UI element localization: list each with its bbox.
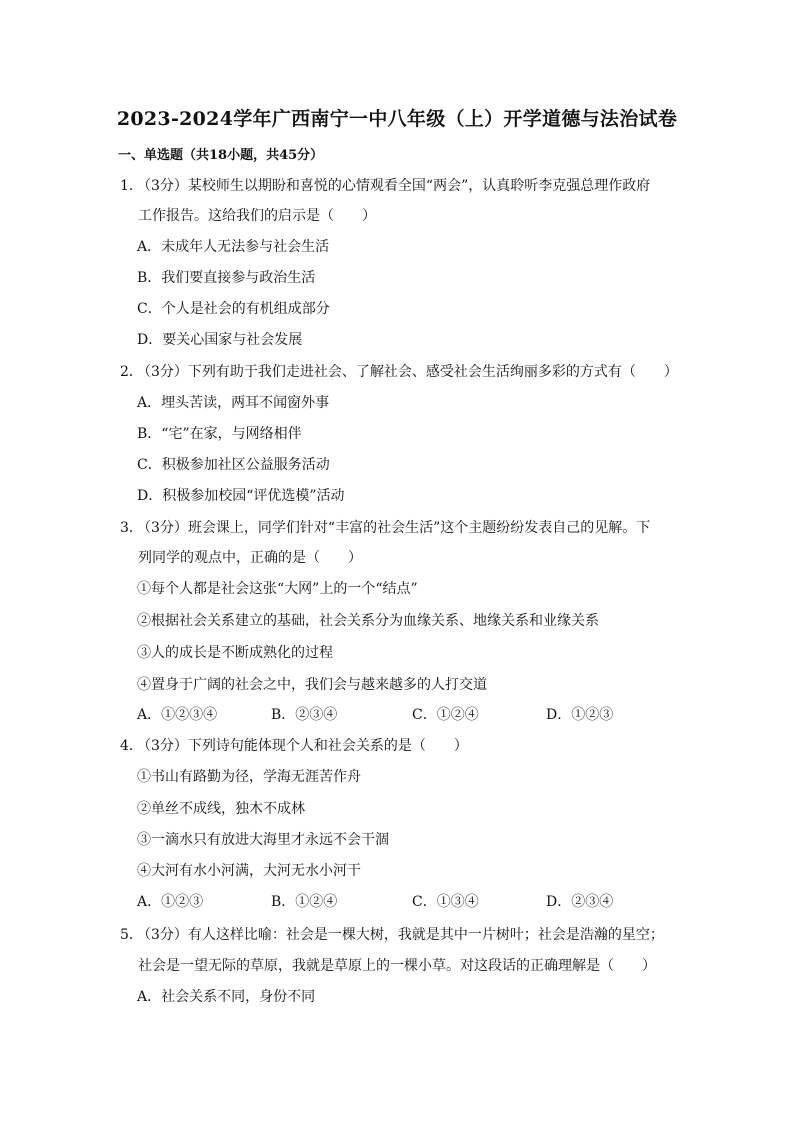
statement-item: ①书山有路勤为径，学海无涯苦作舟 (137, 769, 361, 785)
question-number: 5． (120, 927, 143, 943)
question-number: 2． (120, 364, 143, 380)
choice-option: C．①②④ (412, 707, 479, 723)
choice-option: B．②③④ (271, 707, 338, 723)
statement-item: ①每个人都是社会这张“大网”上的一个“结点” (137, 581, 418, 597)
answer-option: A．未成年人无法参与社会生活 (137, 239, 330, 255)
question-number: 1． (120, 178, 143, 194)
question-number: 3． (120, 520, 143, 536)
answer-option: C．积极参加社区公益服务活动 (137, 457, 330, 473)
answer-option: B．我们要直接参与政治生活 (137, 270, 316, 286)
answer-option: C．个人是社会的有机组成部分 (137, 301, 330, 317)
question-number: 4． (120, 738, 143, 754)
question-text: 社会是一望无际的草原，我就是草原上的一棵小草。对这段话的正确理解是（ ） (138, 958, 656, 974)
page-title: 2023-2024学年广西南宁一中八年级（上）开学道德与法治试卷 (116, 108, 678, 130)
statement-item: ②单丝不成线，独木不成林 (137, 801, 305, 817)
choice-option: B．①②④ (271, 894, 338, 910)
question-text: 列同学的观点中，正确的是（ ） (138, 550, 362, 566)
answer-option: D．要关心国家与社会发展 (137, 332, 303, 348)
choice-option: D．②③④ (546, 894, 614, 910)
answer-option: A．埋头苦读，两耳不闻窗外事 (137, 395, 330, 411)
question-text: （3分）班会课上，同学们针对“丰富的社会生活”这个主题纷纷发表自己的见解。下 (137, 520, 651, 536)
section-heading: 一、单选题（共18小题，共45分） (118, 148, 324, 163)
choice-option: C．①③④ (412, 894, 479, 910)
answer-option: B．“宅”在家，与网络相伴 (137, 426, 302, 442)
question-text: 工作报告。这给我们的启示是（ ） (138, 208, 376, 224)
question-text: （3分）某校师生以期盼和喜悦的心情观看全国“两会”，认真聆听李克强总理作政府 (137, 178, 651, 194)
statement-item: ③人的成长是不断成熟化的过程 (137, 645, 333, 661)
question-text: （3分）有人这样比喻：社会是一棵大树，我就是其中一片树叶；社会是浩瀚的星空； (137, 927, 664, 943)
choice-option: A．①②③ (137, 894, 204, 910)
answer-option: D．积极参加校园“评优选模”活动 (137, 488, 345, 504)
statement-item: ③一滴水只有放进大海里才永远不会干涸 (137, 832, 389, 848)
statement-item: ④置身于广阔的社会之中，我们会与越来越多的人打交道 (137, 677, 487, 693)
statement-item: ②根据社会关系建立的基础，社会关系分为血缘关系、地缘关系和业缘关系 (137, 613, 599, 629)
answer-option: A．社会关系不同，身份不同 (137, 989, 316, 1005)
statement-item: ④大河有水小河满，大河无水小河干 (137, 863, 361, 879)
question-text: （3分）下列诗句能体现个人和社会关系的是（ ） (137, 738, 468, 754)
choice-option: D．①②③ (546, 707, 614, 723)
question-text: （3分）下列有助于我们走进社会、了解社会、感受社会生活绚丽多彩的方式有（ ） (137, 364, 678, 380)
choice-option: A．①②③④ (137, 707, 218, 723)
